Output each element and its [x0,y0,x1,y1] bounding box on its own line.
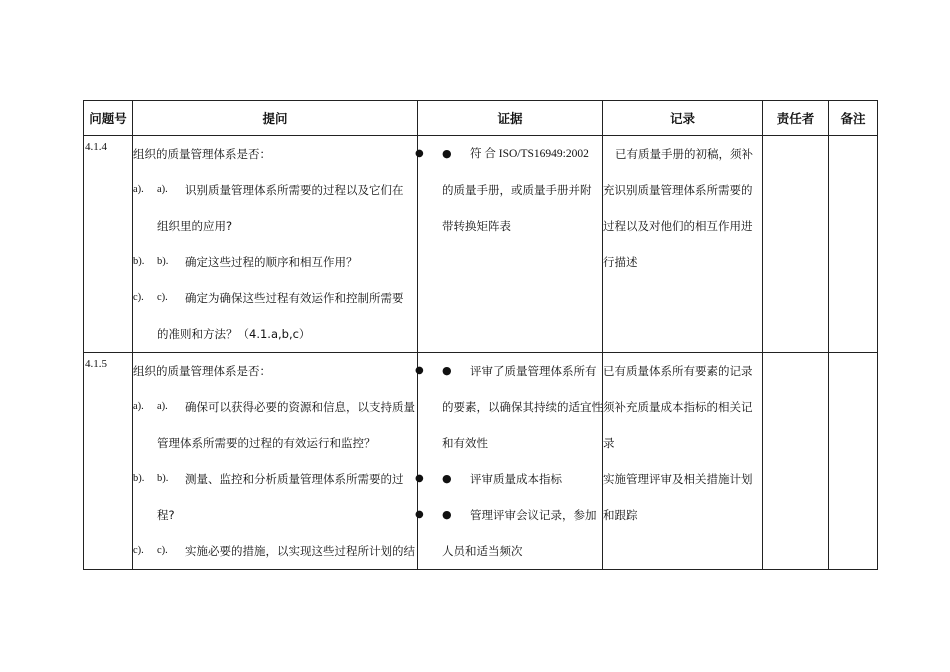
record-text: 已有质量体系所有要素的记录 [603,364,753,378]
bullet-icon: ● [415,473,424,484]
record-text: 行描述 [603,255,638,269]
evidence-text: 管理评审会议记录，参加 [470,508,597,522]
evidence-text: 带转换矩阵表 [442,219,511,233]
bullet-icon: ● [442,472,452,485]
responsible-cell [763,353,829,570]
header-responsible: 责任者 [763,101,829,136]
item-marker: b). [157,473,169,484]
evidence-item [415,136,602,172]
question-item [133,389,417,425]
header-question-number: 问题号 [84,101,133,136]
record-cell [603,353,763,570]
evidence-text: 人员和适当频次 [442,544,523,558]
evidence-item [415,497,602,533]
question-item [133,461,417,497]
item-marker: c). [133,545,144,556]
evidence-cell [415,353,603,570]
evidence-text: 和有效性 [442,436,488,450]
item-text: 确定这些过程的顺序和相互作用？ [185,255,358,269]
evidence-item [415,353,602,389]
bullet-icon: ● [442,508,452,521]
question-intro: 组织的质量管理体系是否： [133,147,271,161]
bullet-icon: ● [415,365,424,376]
record-text: 实施管理评审及相关措施计划 [603,472,753,486]
item-marker: a). [133,184,144,195]
table-row [84,353,878,570]
question-item [133,244,417,280]
record-text: 须补充质量成本指标的相关记 [603,400,753,414]
evidence-text: 评审质量成本指标 [470,472,562,486]
item-text-continued: 管理体系所需要的过程的有效运行和监控？ [157,436,376,450]
remarks-cell [829,136,878,353]
bullet-icon: ● [415,148,424,159]
question-item [133,533,417,569]
question-intro: 组织的质量管理体系是否： [133,364,271,378]
header-evidence: 证据 [418,101,603,136]
remarks-cell [829,353,878,570]
table-row [84,136,878,353]
question-item [133,280,417,316]
item-text: 确保可以获得必要的资源和信息，以支持质量 [185,400,415,414]
item-marker: c). [157,545,168,556]
record-text: 已有质量手册的初稿，须补 [615,147,753,161]
item-text: 确定为确保这些过程有效运作和控制所需要 [185,291,404,305]
evidence-text: 的要素，以确保其持续的适宜性 [442,400,603,414]
question-cell [133,136,418,353]
question-item [133,172,417,208]
evidence-text: 评审了质量管理体系所有 [470,364,597,378]
evidence-cell [415,136,603,353]
record-text: 录 [603,436,615,450]
evidence-item [415,461,602,497]
header-remarks: 备注 [829,101,878,136]
record-text: 充识别质量管理体系所需要的 [603,183,753,197]
item-marker: b). [157,256,169,267]
item-text-continued: 程? [157,508,175,522]
question-cell [133,353,418,570]
question-number: 4.1.5 [84,353,133,570]
bullet-icon: ● [442,364,452,377]
bullet-icon: ● [442,147,452,160]
record-text: 过程以及对他们的相互作用进 [603,219,753,233]
question-number: 4.1.4 [84,136,133,353]
record-cell [603,136,763,353]
item-marker: a). [133,401,144,412]
responsible-cell [763,136,829,353]
item-text: 测量、监控和分析质量管理体系所需要的过 [185,472,404,486]
item-marker: c). [133,292,144,303]
item-text: 实施必要的措施，以实现这些过程所计划的结 [185,544,415,558]
item-text-continued: 的准则和方法？（4.1.a,b,c） [157,327,311,341]
header-row [84,101,878,136]
item-text: 识别质量管理体系所需要的过程以及它们在 [185,183,404,197]
evidence-text: 符 合 ISO/TS16949:2002 [470,148,589,160]
audit-checklist-table [83,100,878,570]
item-marker: a). [157,401,168,412]
item-marker: b). [133,256,145,267]
record-text: 和跟踪 [603,508,638,522]
item-marker: a). [157,184,168,195]
header-record: 记录 [603,101,763,136]
evidence-text: 的质量手册，或质量手册并附 [442,183,592,197]
item-marker: c). [157,292,168,303]
item-marker: b). [133,473,145,484]
header-question: 提问 [133,101,418,136]
item-text-continued: 组织里的应用? [157,219,233,233]
bullet-icon: ● [415,509,424,520]
